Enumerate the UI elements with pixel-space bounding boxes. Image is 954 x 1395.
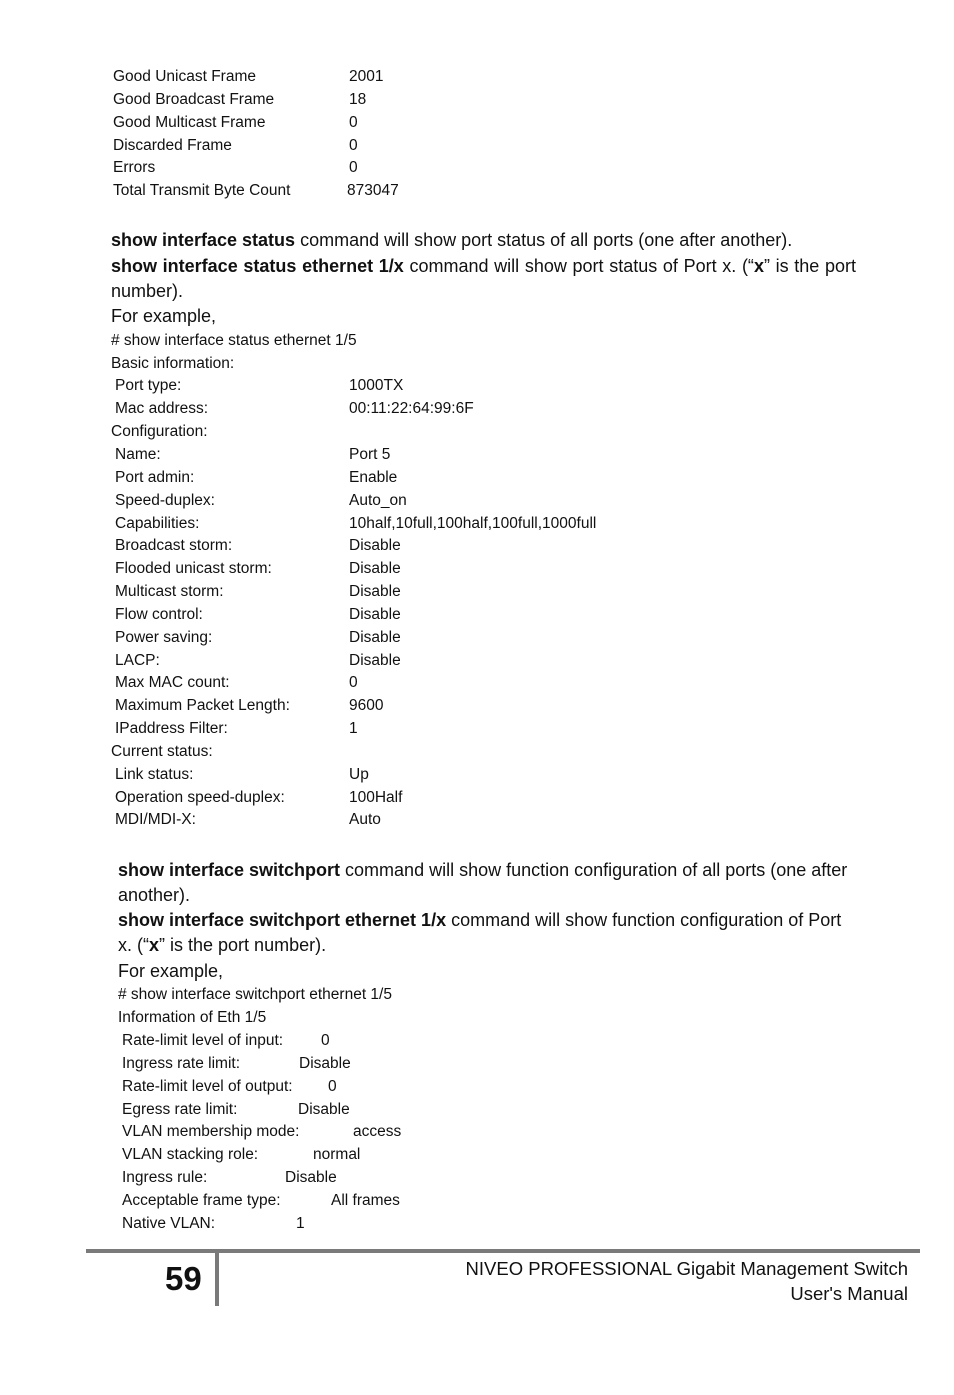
stat-label: Total Transmit Byte Count bbox=[113, 182, 291, 199]
stat-label: Good Unicast Frame bbox=[113, 68, 256, 85]
page-number: 59 bbox=[165, 1260, 202, 1297]
command-name: show interface status bbox=[111, 230, 296, 250]
switchport-value: Disable bbox=[285, 1169, 337, 1186]
config-value: 0 bbox=[349, 674, 358, 691]
command-description: command will show function configuration of all ports (one after another). bbox=[118, 860, 848, 905]
stat-label: Errors bbox=[113, 159, 156, 176]
config-value: 1 bbox=[349, 720, 358, 737]
switchport-port-command-paragraph bbox=[118, 908, 856, 958]
config-value: Disable bbox=[349, 606, 401, 623]
switchport-label: Native VLAN: bbox=[122, 1215, 216, 1232]
switchport-value: access bbox=[353, 1123, 402, 1140]
status-label: MDI/MDI-X: bbox=[115, 811, 196, 828]
config-label: Flooded unicast storm: bbox=[115, 560, 272, 577]
switchport-label: Acceptable frame type: bbox=[122, 1192, 281, 1209]
command-description-end: ” is the port number). bbox=[111, 256, 857, 301]
info-value: 1000TX bbox=[349, 377, 404, 394]
stat-value: 873047 bbox=[347, 182, 399, 199]
config-value: Disable bbox=[349, 583, 401, 600]
config-label: IPaddress Filter: bbox=[115, 720, 228, 737]
section-heading: Information of Eth 1/5 bbox=[118, 1009, 267, 1026]
switchport-label: Rate-limit level of input: bbox=[122, 1032, 284, 1049]
footer-divider bbox=[86, 1249, 920, 1253]
status-value: 100Half bbox=[349, 789, 403, 806]
example-command: # show interface status ethernet 1/5 bbox=[111, 332, 357, 349]
stat-value: 0 bbox=[349, 159, 358, 176]
example-command: # show interface switchport ethernet 1/5 bbox=[118, 986, 392, 1003]
switchport-value: All frames bbox=[331, 1192, 400, 1209]
switchport-value: Disable bbox=[298, 1101, 350, 1118]
section-heading: Basic information: bbox=[111, 355, 235, 372]
config-value: Disable bbox=[349, 560, 401, 577]
config-label: Maximum Packet Length: bbox=[115, 697, 290, 714]
config-label: Multicast storm: bbox=[115, 583, 224, 600]
stat-label: Good Broadcast Frame bbox=[113, 91, 275, 108]
footer-title-line2: User's Manual bbox=[790, 1283, 908, 1304]
command-description: command will show port status of Port x. (“ bbox=[403, 256, 754, 276]
info-value: 00:11:22:64:99:6F bbox=[349, 400, 474, 417]
switchport-value: 0 bbox=[321, 1032, 330, 1049]
section-heading: Configuration: bbox=[111, 423, 208, 440]
status-label: Link status: bbox=[115, 766, 194, 783]
info-label: Mac address: bbox=[115, 400, 209, 417]
config-value: Disable bbox=[349, 629, 401, 646]
command-description: command will show port status of all ports (one after another). bbox=[295, 230, 793, 250]
switchport-value: 1 bbox=[296, 1215, 305, 1232]
command-name: show interface switchport ethernet 1/x bbox=[118, 910, 447, 930]
switchport-value: 0 bbox=[328, 1078, 337, 1095]
config-value: Port 5 bbox=[349, 446, 391, 463]
command-name: show interface switchport bbox=[118, 860, 341, 880]
status-value: Auto bbox=[349, 811, 381, 828]
stat-value: 0 bbox=[349, 114, 358, 131]
switchport-label: Ingress rule: bbox=[122, 1169, 208, 1186]
config-label: Max MAC count: bbox=[115, 674, 230, 691]
config-label: Power saving: bbox=[115, 629, 213, 646]
stat-value: 18 bbox=[349, 91, 367, 108]
stat-label: Good Multicast Frame bbox=[113, 114, 266, 131]
info-label: Port type: bbox=[115, 377, 182, 394]
switchport-command-paragraph bbox=[118, 858, 856, 908]
config-label: Broadcast storm: bbox=[115, 537, 233, 554]
footer-title-line1: NIVEO PROFESSIONAL Gigabit Management Switch bbox=[465, 1258, 908, 1279]
stat-value: 2001 bbox=[349, 68, 384, 85]
config-value: Disable bbox=[349, 537, 401, 554]
switchport-label: Rate-limit level of output: bbox=[122, 1078, 293, 1095]
command-description: command will show function configuration of Port x. (“ bbox=[118, 910, 842, 955]
config-label: LACP: bbox=[115, 652, 160, 669]
config-value: Auto_on bbox=[349, 492, 407, 509]
footer-title bbox=[466, 1256, 908, 1306]
config-label: Flow control: bbox=[115, 606, 203, 623]
status-value: Up bbox=[349, 766, 369, 783]
switchport-label: VLAN stacking role: bbox=[122, 1146, 259, 1163]
config-label: Port admin: bbox=[115, 469, 195, 486]
example-label: For example, bbox=[111, 306, 217, 326]
config-value: 9600 bbox=[349, 697, 384, 714]
example-label: For example, bbox=[118, 961, 224, 981]
footer-vertical-divider bbox=[215, 1253, 219, 1306]
config-value: Enable bbox=[349, 469, 398, 486]
switchport-value: Disable bbox=[299, 1055, 351, 1072]
config-value: 10half,10full,100half,100full,1000full bbox=[349, 515, 597, 532]
switchport-label: VLAN membership mode: bbox=[122, 1123, 300, 1140]
section-heading: Current status: bbox=[111, 743, 213, 760]
status-command-paragraph bbox=[111, 228, 856, 253]
status-port-command-paragraph bbox=[111, 254, 856, 304]
placeholder-x: x bbox=[753, 256, 764, 276]
stat-label: Discarded Frame bbox=[113, 137, 232, 154]
status-label: Operation speed-duplex: bbox=[115, 789, 285, 806]
switchport-label: Ingress rate limit: bbox=[122, 1055, 241, 1072]
config-label: Speed-duplex: bbox=[115, 492, 215, 509]
placeholder-x: x bbox=[149, 935, 160, 955]
config-label: Name: bbox=[115, 446, 161, 463]
command-description-end: ” is the port number). bbox=[159, 935, 327, 955]
stat-value: 0 bbox=[349, 137, 358, 154]
config-value: Disable bbox=[349, 652, 401, 669]
switchport-value: normal bbox=[313, 1146, 361, 1163]
config-label: Capabilities: bbox=[115, 515, 200, 532]
switchport-label: Egress rate limit: bbox=[122, 1101, 238, 1118]
command-name: show interface status ethernet 1/x bbox=[111, 256, 404, 276]
